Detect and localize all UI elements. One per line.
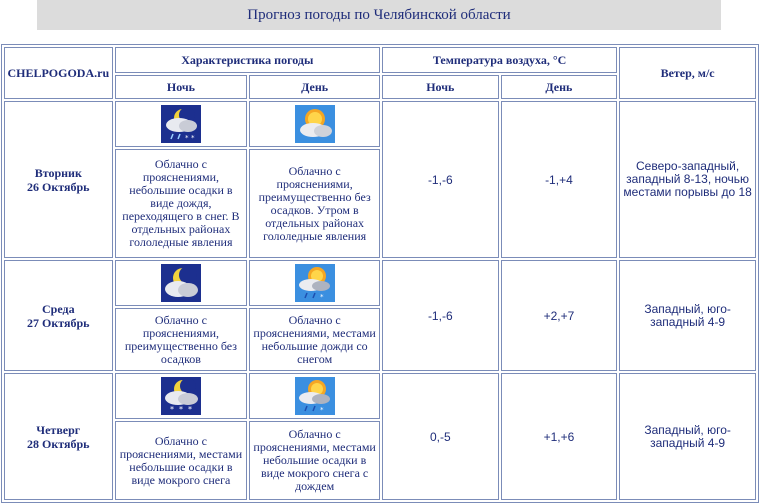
sun-cloud-rain-snow-icon — [295, 377, 335, 415]
day-description: Облачно с прояснениями, местами небольшие осадки в виде мокрого снега с дождем — [249, 421, 380, 500]
wind-header: Ветер, м/с — [619, 47, 756, 99]
temp-night: 0,-5 — [382, 373, 499, 500]
day-icon-cell — [249, 373, 380, 419]
svg-text:*: * — [184, 134, 189, 142]
day-label — [4, 373, 113, 500]
svg-text:*: * — [319, 293, 324, 302]
svg-text:*: * — [187, 405, 192, 415]
night-description: Облачно с прояснениями, небольшие осадки в виде дождя, переходящего в снег. В отдельных районах гололедные явления — [115, 149, 248, 258]
site-name: CHELPOGODA.ru — [4, 47, 113, 99]
date: 26 Октябрь — [27, 179, 90, 194]
weather-char-header: Характеристика погоды — [115, 47, 380, 73]
svg-text:*: * — [190, 134, 195, 142]
wind-value: Северо-западный, западный 8-13, ночью местами порывы до 18 — [619, 101, 756, 258]
sun-cloud-icon — [295, 105, 335, 143]
temp-night-header: Ночь — [382, 75, 499, 99]
day-icon-cell — [249, 101, 380, 147]
moon-cloud-icon — [161, 264, 201, 302]
wind-value: Западный, юго-западный 4-9 — [619, 373, 756, 500]
day-label — [4, 101, 113, 258]
night-icon-cell — [115, 373, 248, 419]
svg-text:*: * — [319, 406, 324, 415]
weekday: Вторник — [34, 165, 82, 180]
temp-day: +2,+7 — [501, 260, 618, 371]
day-header: День — [249, 75, 380, 99]
day-icon-cell — [249, 260, 380, 306]
sun-cloud-rain-snow-icon — [295, 264, 335, 302]
svg-text:*: * — [169, 405, 174, 415]
svg-text:*: * — [178, 405, 183, 415]
night-description: Облачно с прояснениями, преимущественно без осадков — [115, 308, 248, 371]
night-icon-cell — [115, 260, 248, 306]
temp-day: -1,+4 — [501, 101, 618, 258]
night-icon-cell — [115, 101, 248, 147]
day-description: Облачно с прояснениями, преимущественно без осадков. Утром в отдельных районах гололедные явления — [249, 149, 380, 258]
temp-day-header: День — [501, 75, 618, 99]
forecast-table — [1, 44, 759, 503]
weekday: Среда — [42, 301, 75, 316]
date: 27 Октябрь — [27, 315, 90, 330]
wind-value: Западный, юго-западный 4-9 — [619, 260, 756, 371]
temp-night: -1,-6 — [382, 260, 499, 371]
day-description: Облачно с прояснениями, местами небольшие дожди со снегом — [249, 308, 380, 371]
weekday: Четверг — [36, 422, 81, 437]
temp-night: -1,-6 — [382, 101, 499, 258]
temp-day: +1,+6 — [501, 373, 618, 500]
moon-cloud-rain-snow-icon — [161, 105, 201, 143]
moon-cloud-snow-icon — [161, 377, 201, 415]
date: 28 Октябрь — [27, 436, 90, 451]
night-header: Ночь — [115, 75, 248, 99]
day-label — [4, 260, 113, 371]
air-temp-header: Температура воздуха, °С — [382, 47, 617, 73]
page-title: Прогноз погоды по Челябинской области — [37, 0, 721, 30]
night-description: Облачно с прояснениями, местами небольшие осадки в виде мокрого снега — [115, 421, 248, 500]
